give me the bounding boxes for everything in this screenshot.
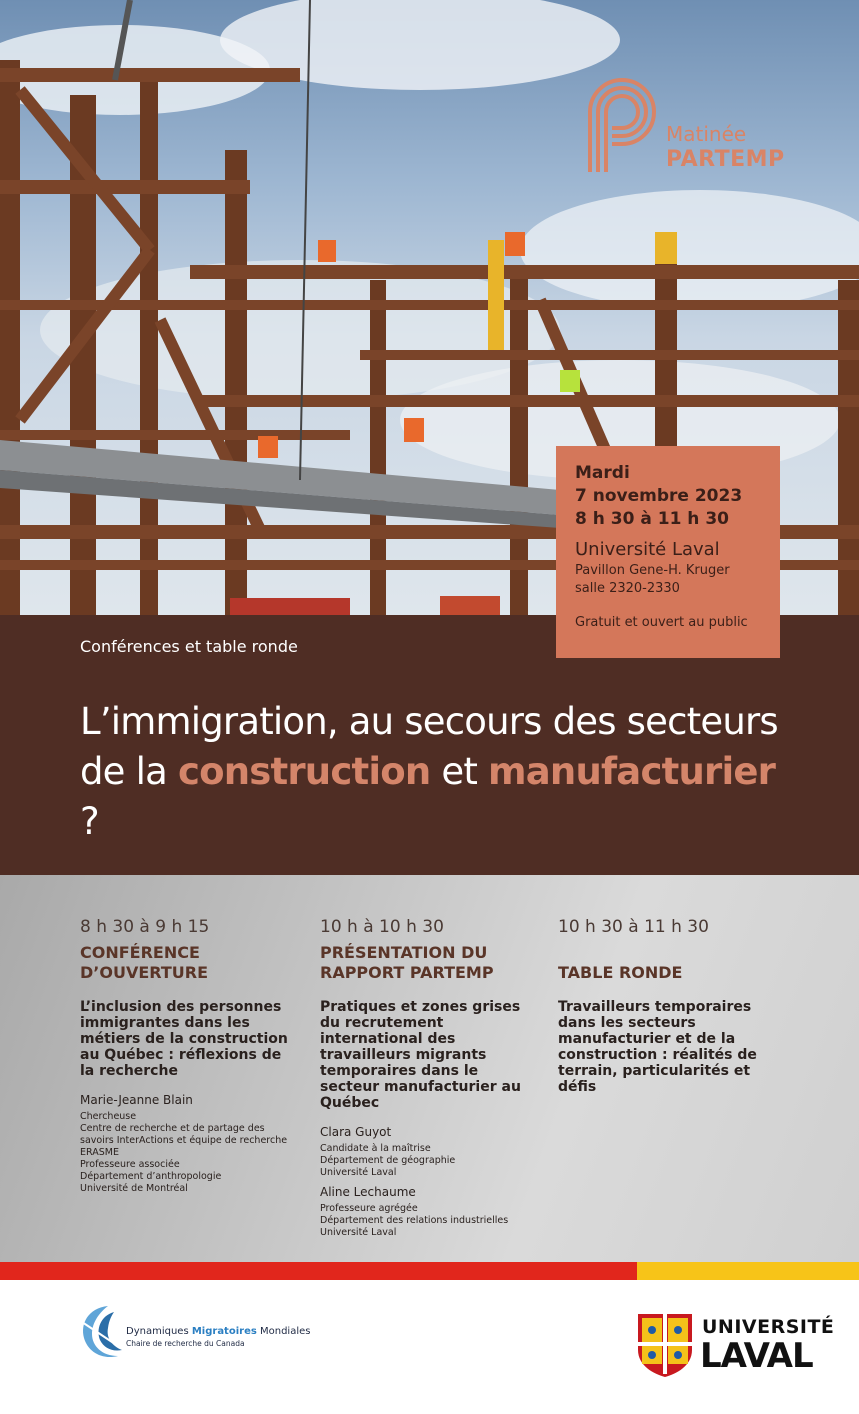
band-subtitle: Conférences et table ronde <box>80 637 298 656</box>
partemp-logo <box>582 72 785 182</box>
program-time: 8 h 30 à 9 h 15 <box>80 917 210 937</box>
program-column-opening <box>80 917 300 1195</box>
program-talk-title: Pratiques et zones grises du recrutement international des travailleurs migrants temporaires dans le secteur manufacturier au Québec <box>320 999 521 1111</box>
event-details-box <box>556 446 780 658</box>
footer <box>0 1280 859 1414</box>
title-part1: L’immigration, au secours des secteurs de la <box>80 700 778 793</box>
program-section <box>0 875 859 1262</box>
laval-crest-icon <box>636 1312 694 1378</box>
dmm-part3: Mondiales <box>256 1326 311 1337</box>
program-talk-title: Travailleurs temporaires dans les secteurs manufacturier et de la construction : réalités de terrain, particularités et défis <box>558 999 757 1095</box>
ul-line2: LAVAL <box>700 1336 813 1376</box>
universite-laval-logo <box>636 1312 835 1378</box>
logo-line2: PARTEMP <box>666 147 785 172</box>
event-building: Pavillon Gene-H. Kruger <box>575 563 730 578</box>
speaker-affiliation: Chercheuse Centre de recherche et de partage des savoirs InterActions et équipe de recherche ERASME Professeure associée Département d’anthropologie Université de Montréal <box>80 1111 288 1194</box>
speaker-name: Aline Lechaume <box>320 1185 416 1199</box>
dmm-part2: Migratoires <box>191 1326 257 1337</box>
speaker-affiliation: Candidate à la maîtrise Département de géographie Université Laval <box>320 1143 456 1178</box>
program-time: 10 h 30 à 11 h 30 <box>558 917 709 937</box>
title-part2: et <box>430 750 488 793</box>
title-highlight-construction: construction <box>177 750 431 793</box>
yellow-stripe <box>637 1262 859 1280</box>
event-place: Université Laval <box>575 539 720 560</box>
title-part3: ? <box>80 800 99 843</box>
ul-line1: UNIVERSITÉ <box>702 1316 835 1338</box>
event-day: Mardi <box>575 463 630 483</box>
program-heading: PRÉSENTATION DU RAPPORT PARTEMP <box>320 943 494 982</box>
program-heading: CONFÉRENCE D’OUVERTURE <box>80 943 209 982</box>
program-column-roundtable <box>558 917 788 1095</box>
partemp-logo-icon <box>582 72 662 177</box>
program-column-report <box>320 917 540 1239</box>
speaker-name: Clara Guyot <box>320 1125 392 1139</box>
dmm-name <box>126 1326 310 1337</box>
event-time: 8 h 30 à 11 h 30 <box>575 509 729 529</box>
dmm-logo <box>78 1302 328 1362</box>
program-talk-title: L’inclusion des personnes immigrantes dans les métiers de la construction au Québec : réflexions de la recherche <box>80 999 288 1079</box>
speaker-name: Marie-Jeanne Blain <box>80 1093 193 1107</box>
logo-line1: Matinée <box>666 122 747 146</box>
dmm-subtitle: Chaire de recherche du Canada <box>126 1339 245 1348</box>
page-title <box>80 697 800 847</box>
program-heading: TABLE RONDE <box>558 963 683 982</box>
program-time: 10 h à 10 h 30 <box>320 917 444 937</box>
red-stripe <box>0 1262 637 1280</box>
speaker-affiliation: Professeure agrégée Département des relations industrielles Université Laval <box>320 1203 509 1238</box>
event-date: 7 novembre 2023 <box>575 486 743 506</box>
dmm-part1: Dynamiques <box>126 1326 192 1337</box>
globe-swirl-icon <box>78 1302 124 1364</box>
event-room: salle 2320-2330 <box>575 581 680 596</box>
event-note: Gratuit et ouvert au public <box>575 615 748 630</box>
title-highlight-manufacturier: manufacturier <box>488 750 776 793</box>
